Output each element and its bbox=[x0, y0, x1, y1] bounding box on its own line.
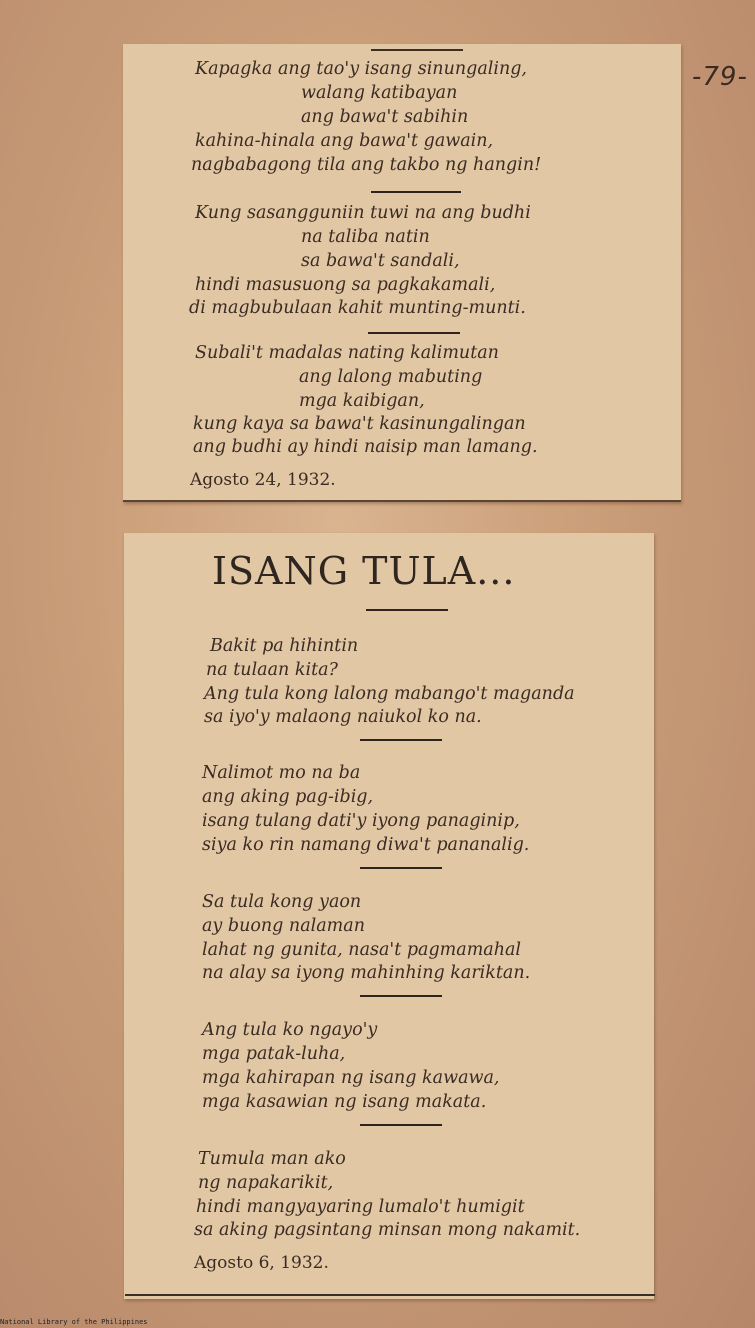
poem-line: na alay sa iyong mahinhing kariktan. bbox=[202, 963, 531, 983]
poem-line: ng napakarikit, bbox=[198, 1173, 334, 1193]
poem-line: sa iyo'y malaong naiukol ko na. bbox=[204, 707, 482, 727]
poem-line: Subali't madalas nating kalimutan bbox=[195, 343, 499, 363]
poem-line: na taliba natin bbox=[301, 227, 430, 247]
poem-line: mga kaibigan, bbox=[299, 391, 425, 411]
poem-title: ISANG TULA... bbox=[212, 549, 516, 593]
poem-line: Nalimot mo na ba bbox=[202, 763, 361, 783]
poem-line: Ang tula ko ngayo'y bbox=[202, 1020, 378, 1040]
poem-line: Bakit pa hihintin bbox=[210, 636, 359, 656]
poem-line: Kapagka ang tao'y isang sinungaling, bbox=[195, 59, 527, 79]
poem-line: lahat ng gunita, nasa't pagmamahal bbox=[202, 940, 522, 960]
poem-date: Agosto 24, 1932. bbox=[190, 470, 336, 490]
poem-line: siya ko rin namang diwa't pananalig. bbox=[202, 835, 530, 855]
stanza-divider bbox=[360, 995, 442, 997]
poem-date: Agosto 6, 1932. bbox=[194, 1253, 329, 1273]
stanza-divider bbox=[368, 332, 460, 334]
poem-line: nagbabagong tila ang takbo ng hangin! bbox=[191, 155, 542, 175]
footer-credit: National Library of the Philippines bbox=[0, 1318, 148, 1326]
poem-clipping-bottom bbox=[124, 533, 654, 1299]
poem-line: kahina-hinala ang bawa't gawain, bbox=[195, 131, 494, 151]
poem-line: mga patak-luha, bbox=[202, 1044, 346, 1064]
page-number: -79- bbox=[692, 62, 748, 92]
poem-line: mga kahirapan ng isang kawawa, bbox=[202, 1068, 500, 1088]
poem-line: hindi mangyayaring lumalo't humigit bbox=[196, 1197, 525, 1217]
title-divider bbox=[366, 609, 448, 611]
poem-line: di magbubulaan kahit munting-munti. bbox=[189, 298, 526, 318]
poem-line: hindi masusuong sa pagkakamali, bbox=[195, 275, 496, 295]
poem-line: Ang tula kong lalong mabango't maganda bbox=[204, 684, 575, 704]
stanza-divider bbox=[360, 739, 442, 741]
poem-clipping-top bbox=[123, 44, 681, 502]
poem-line: kung kaya sa bawa't kasinungalingan bbox=[193, 414, 526, 434]
bottom-rule bbox=[125, 1294, 655, 1296]
poem-line: sa bawa't sandali, bbox=[301, 251, 460, 271]
poem-line: Kung sasangguniin tuwi na ang budhi bbox=[195, 203, 531, 223]
poem-line: isang tulang dati'y iyong panaginip, bbox=[202, 811, 520, 831]
stanza-divider bbox=[360, 867, 442, 869]
poem-line: walang katibayan bbox=[301, 83, 458, 103]
poem-line: mga kasawian ng isang makata. bbox=[202, 1092, 487, 1112]
top-rule bbox=[371, 49, 463, 51]
poem-line: ay buong nalaman bbox=[202, 916, 365, 936]
stanza-divider bbox=[360, 1124, 442, 1126]
stanza-divider bbox=[371, 191, 461, 193]
poem-line: sa aking pagsintang minsan mong nakamit. bbox=[194, 1220, 581, 1240]
poem-line: ang aking pag-ibig, bbox=[202, 787, 374, 807]
poem-line: Tumula man ako bbox=[198, 1149, 346, 1169]
poem-line: ang budhi ay hindi naisip man lamang. bbox=[193, 437, 538, 457]
poem-line: na tulaan kita? bbox=[206, 660, 338, 680]
poem-line: ang bawa't sabihin bbox=[301, 107, 469, 127]
poem-line: ang lalong mabuting bbox=[299, 367, 483, 387]
poem-line: Sa tula kong yaon bbox=[202, 892, 362, 912]
